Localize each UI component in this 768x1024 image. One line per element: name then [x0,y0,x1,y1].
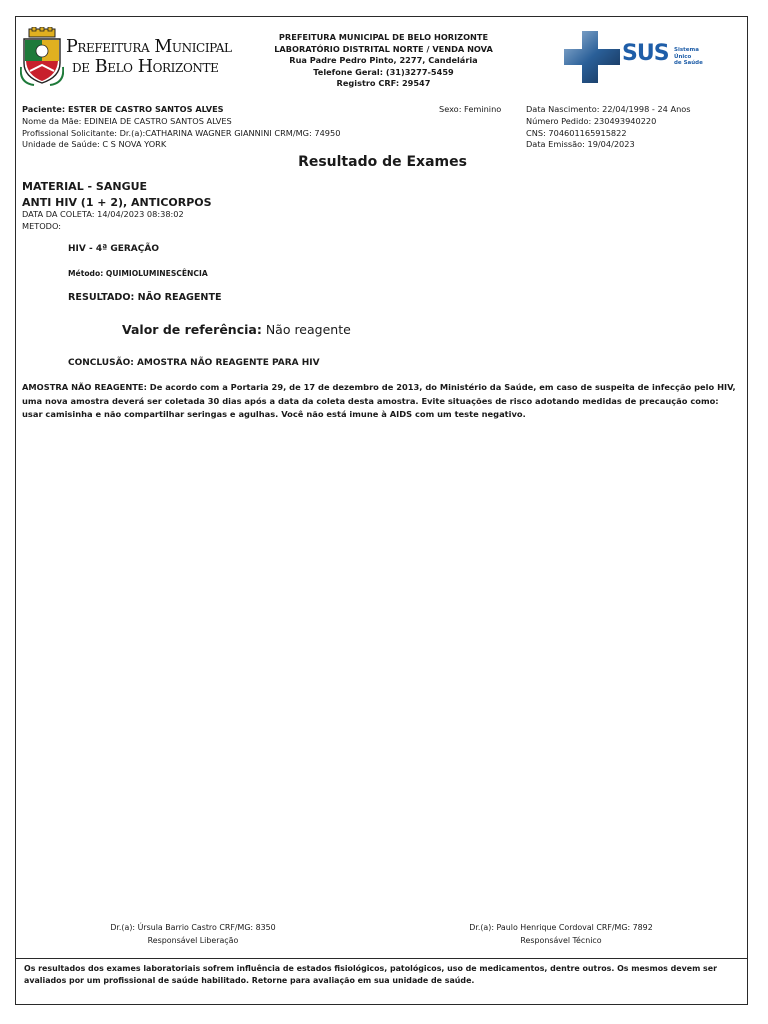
issue-date: Data Emissão: 19/04/2023 [526,139,635,150]
lab-header [241,32,526,90]
method-label: METODO: [22,220,62,231]
exam-heading [22,179,212,210]
signature-technical [446,921,676,947]
mother-name: Nome da Mãe: EDINEIA DE CASTRO SANTOS ALVES [22,115,232,126]
sus-text: SUS [622,41,669,66]
health-unit: Unidade de Saúde: C S NOVA YORK [22,139,167,150]
result-note: AMOSTRA NÃO REAGENTE: De acordo com a Portaria 29, de 17 de dezembro de 2013, do Ministério da Saúde, em caso de suspeita de infecção pelo HIV, uma nova amostra deverá ser coletada 30 dias após a data da coleta desta amostra. Evite situações de risco adotando medidas de precaução como: usar camisinha e não compartilhar seringas e agulhas. Você não está imune à AIDS com um teste negativo. [22,382,736,420]
header-line-1: PREFEITURA MUNICIPAL DE BELO HORIZONTE [278,32,489,42]
patient-name: Paciente: ESTER DE CASTRO SANTOS ALVES [22,104,224,114]
header-line-2: LABORATÓRIO DISTRITAL NORTE / VENDA NOVA [274,43,493,54]
signature-technical-name: Dr.(a): Paulo Henrique Cordoval CRF/MG: 7892 [469,923,653,932]
cns-number: CNS: 704601165915822 [526,127,627,138]
pbh-wordmark-line1: Prefeitura Municipal [66,37,232,57]
reference-label: Valor de referência: [122,322,262,337]
order-number: Número Pedido: 230493940220 [526,115,657,126]
pbh-logo [20,27,235,89]
pbh-wordmark [66,37,232,77]
exam-meta [22,209,184,233]
signature-release-role: Responsável Liberação [147,936,239,945]
sus-subtitle-1: Sistema [674,47,699,53]
sus-cross-icon [562,29,624,85]
test-name: HIV - 4ª GERAÇÃO [68,244,159,254]
patient-info-right [526,104,691,151]
reference-value-text: Não reagente [265,322,351,337]
header-line-3: Rua Padre Pedro Pinto, 2277, Candelária [289,55,478,65]
signature-technical-role: Responsável Técnico [520,936,602,945]
sus-subtitle [674,47,703,67]
header-line-5: Registro CRF: 29547 [336,78,431,88]
conclusion: CONCLUSÃO: AMOSTRA NÃO REAGENTE PARA HIV [68,358,320,368]
city-crest-icon [20,27,64,87]
signature-release [88,921,298,947]
report-page [15,16,748,1005]
reference-value [122,322,351,337]
material-label: MATERIAL - SANGUE [22,180,148,193]
requesting-professional: Profissional Solicitante: Dr.(a):CATHARINA WAGNER GIANNINI CRM/MG: 74950 [22,127,341,138]
pbh-wordmark-line2: de Belo Horizonte [72,57,219,77]
test-method: Método: QUIMIOLUMINESCÊNCIA [68,269,208,278]
page-title: Resultado de Exames [298,154,467,170]
patient-sex: Sexo: Feminino [439,104,502,114]
test-result: RESULTADO: NÃO REAGENTE [68,292,222,303]
sus-logo [562,29,707,85]
collection-date: DATA DA COLETA: 14/04/2023 08:38:02 [22,209,184,219]
signature-release-name: Dr.(a): Úrsula Barrio Castro CRF/MG: 8350 [110,923,276,932]
sus-subtitle-3: de Saúde [674,60,703,66]
header-line-4: Telefone Geral: (31)3277-5459 [313,66,454,77]
sus-subtitle-2: Único [674,53,692,60]
exam-name: ANTI HIV (1 + 2), ANTICORPOS [22,195,212,209]
patient-info-left [22,104,340,151]
footer-divider [16,958,747,959]
birth-date: Data Nascimento: 22/04/1998 - 24 Anos [526,104,691,114]
footer-disclaimer: Os resultados dos exames laboratoriais sofrem influência de estados fisiológicos, patológicos, uso de medicamentos, dentre outros. Os mesmos devem ser avaliados por um profissional de saúde habilitado. Retorne para avaliação em sua unidade de saúde. [24,964,717,985]
